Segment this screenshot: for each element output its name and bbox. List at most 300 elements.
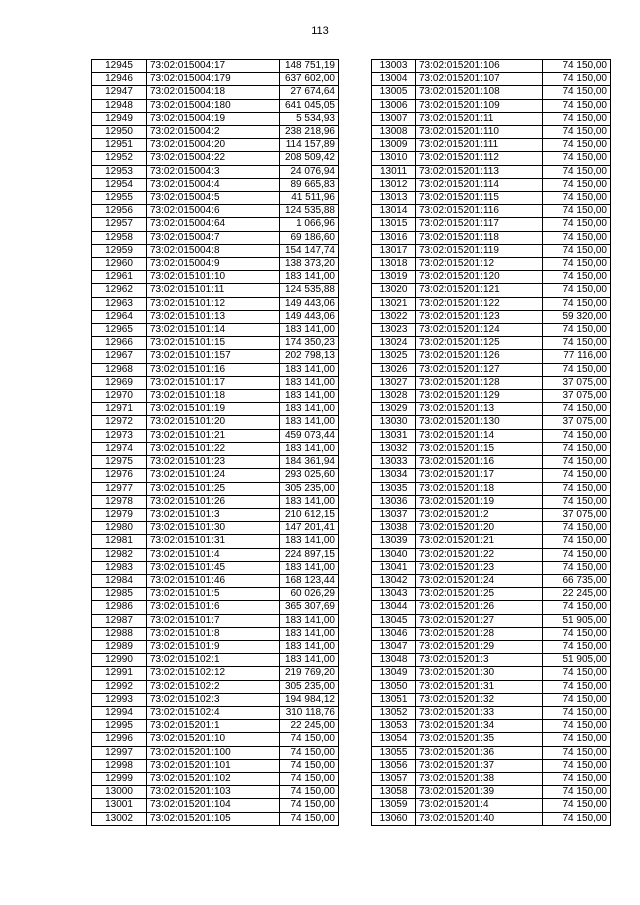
value-cell: 74 150,00 — [543, 786, 611, 799]
cadastral-number-cell: 73:02:015201:108 — [416, 86, 543, 99]
row-number-cell: 13059 — [372, 799, 416, 812]
row-number-cell: 13021 — [372, 297, 416, 310]
row-number-cell: 12955 — [92, 192, 147, 205]
table-row — [92, 376, 339, 389]
table-row — [92, 337, 339, 350]
cadastral-number-cell: 73:02:015102:3 — [147, 693, 280, 706]
value-cell: 147 201,41 — [280, 522, 339, 535]
row-number-cell: 12962 — [92, 284, 147, 297]
table-row — [372, 706, 611, 719]
cadastral-number-cell: 73:02:015201:29 — [416, 640, 543, 653]
cadastral-number-cell: 73:02:015201:105 — [147, 812, 280, 825]
cadastral-number-cell: 73:02:015101:24 — [147, 469, 280, 482]
cadastral-number-cell: 73:02:015201:118 — [416, 231, 543, 244]
table-row — [372, 416, 611, 429]
row-number-cell: 13023 — [372, 324, 416, 337]
table-row — [92, 495, 339, 508]
table-row — [372, 442, 611, 455]
row-number-cell: 13058 — [372, 786, 416, 799]
cadastral-table-right — [371, 59, 611, 826]
table-row — [92, 601, 339, 614]
cadastral-number-cell: 73:02:015101:8 — [147, 627, 280, 640]
table-row — [92, 165, 339, 178]
value-cell: 74 150,00 — [543, 337, 611, 350]
cadastral-number-cell: 73:02:015201:1 — [147, 720, 280, 733]
cadastral-number-cell: 73:02:015201:18 — [416, 482, 543, 495]
cadastral-number-cell: 73:02:015201:30 — [416, 667, 543, 680]
row-number-cell: 13029 — [372, 403, 416, 416]
row-number-cell: 13022 — [372, 310, 416, 323]
value-cell: 74 150,00 — [543, 693, 611, 706]
cadastral-number-cell: 73:02:015101:5 — [147, 588, 280, 601]
row-number-cell: 13045 — [372, 614, 416, 627]
row-number-cell: 12987 — [92, 614, 147, 627]
value-cell: 208 509,42 — [280, 152, 339, 165]
row-number-cell: 13057 — [372, 772, 416, 785]
cadastral-number-cell: 73:02:015101:10 — [147, 271, 280, 284]
row-number-cell: 12973 — [92, 429, 147, 442]
cadastral-number-cell: 73:02:015201:129 — [416, 390, 543, 403]
value-cell: 74 150,00 — [543, 231, 611, 244]
table-row — [92, 720, 339, 733]
row-number-cell: 12981 — [92, 535, 147, 548]
row-number-cell: 12998 — [92, 759, 147, 772]
cadastral-number-cell: 73:02:015201:120 — [416, 271, 543, 284]
value-cell: 293 025,60 — [280, 469, 339, 482]
table-row — [372, 601, 611, 614]
value-cell: 310 118,76 — [280, 706, 339, 719]
row-number-cell: 12964 — [92, 310, 147, 323]
cadastral-number-cell: 73:02:015101:25 — [147, 482, 280, 495]
table-row — [92, 627, 339, 640]
table-row — [372, 640, 611, 653]
table-row — [92, 86, 339, 99]
row-number-cell: 12960 — [92, 258, 147, 271]
cadastral-number-cell: 73:02:015004:22 — [147, 152, 280, 165]
value-cell: 74 150,00 — [543, 73, 611, 86]
row-number-cell: 12996 — [92, 733, 147, 746]
row-number-cell: 13032 — [372, 442, 416, 455]
table-row — [92, 416, 339, 429]
cadastral-number-cell: 73:02:015201:110 — [416, 126, 543, 139]
value-cell: 641 045,05 — [280, 99, 339, 112]
row-number-cell: 12997 — [92, 746, 147, 759]
table-row — [372, 218, 611, 231]
value-cell: 37 075,00 — [543, 390, 611, 403]
cadastral-number-cell: 73:02:015201:19 — [416, 495, 543, 508]
table-row — [372, 680, 611, 693]
table-row — [372, 139, 611, 152]
table-row — [92, 812, 339, 825]
value-cell: 74 150,00 — [543, 429, 611, 442]
row-number-cell: 12965 — [92, 324, 147, 337]
cadastral-number-cell: 73:02:015004:3 — [147, 165, 280, 178]
value-cell: 183 141,00 — [280, 442, 339, 455]
cadastral-number-cell: 73:02:015004:8 — [147, 244, 280, 257]
cadastral-number-cell: 73:02:015101:46 — [147, 574, 280, 587]
table-row — [372, 627, 611, 640]
cadastral-number-cell: 73:02:015101:7 — [147, 614, 280, 627]
row-number-cell: 12957 — [92, 218, 147, 231]
table-row — [372, 297, 611, 310]
cadastral-number-cell: 73:02:015004:6 — [147, 205, 280, 218]
row-number-cell: 12992 — [92, 680, 147, 693]
table-row — [372, 812, 611, 825]
row-number-cell: 13048 — [372, 654, 416, 667]
value-cell: 194 984,12 — [280, 693, 339, 706]
table-row — [92, 786, 339, 799]
value-cell: 74 150,00 — [543, 218, 611, 231]
table-row — [372, 548, 611, 561]
cadastral-number-cell: 73:02:015004:7 — [147, 231, 280, 244]
table-row — [372, 152, 611, 165]
value-cell: 74 150,00 — [543, 112, 611, 125]
table-row — [372, 337, 611, 350]
table-row — [92, 403, 339, 416]
cadastral-number-cell: 73:02:015201:116 — [416, 205, 543, 218]
cadastral-number-cell: 73:02:015004:64 — [147, 218, 280, 231]
value-cell: 365 307,69 — [280, 601, 339, 614]
table-row — [372, 733, 611, 746]
value-cell: 74 150,00 — [543, 205, 611, 218]
cadastral-number-cell: 73:02:015201:20 — [416, 522, 543, 535]
cadastral-number-cell: 73:02:015004:17 — [147, 60, 280, 73]
row-number-cell: 13053 — [372, 720, 416, 733]
value-cell: 183 141,00 — [280, 390, 339, 403]
table-row — [92, 152, 339, 165]
value-cell: 114 157,89 — [280, 139, 339, 152]
table-row — [92, 561, 339, 574]
table-row — [372, 561, 611, 574]
value-cell: 168 123,44 — [280, 574, 339, 587]
row-number-cell: 12951 — [92, 139, 147, 152]
row-number-cell: 13030 — [372, 416, 416, 429]
table-row — [92, 99, 339, 112]
row-number-cell: 12983 — [92, 561, 147, 574]
page-number: 113 — [311, 25, 329, 37]
value-cell: 41 511,96 — [280, 192, 339, 205]
row-number-cell: 13013 — [372, 192, 416, 205]
value-cell: 149 443,06 — [280, 297, 339, 310]
table-row — [372, 376, 611, 389]
row-number-cell: 12984 — [92, 574, 147, 587]
value-cell: 74 150,00 — [543, 139, 611, 152]
cadastral-number-cell: 73:02:015101:17 — [147, 376, 280, 389]
value-cell: 22 245,00 — [280, 720, 339, 733]
table-row — [92, 244, 339, 257]
row-number-cell: 13055 — [372, 746, 416, 759]
value-cell: 74 150,00 — [543, 363, 611, 376]
cadastral-number-cell: 73:02:015004:18 — [147, 86, 280, 99]
cadastral-number-cell: 73:02:015004:179 — [147, 73, 280, 86]
table-row — [92, 60, 339, 73]
cadastral-number-cell: 73:02:015102:4 — [147, 706, 280, 719]
row-number-cell: 13010 — [372, 152, 416, 165]
cadastral-number-cell: 73:02:015201:126 — [416, 350, 543, 363]
value-cell: 51 905,00 — [543, 614, 611, 627]
table-row — [372, 60, 611, 73]
cadastral-number-cell: 73:02:015201:119 — [416, 244, 543, 257]
table-row — [92, 218, 339, 231]
table-row — [372, 73, 611, 86]
row-number-cell: 13047 — [372, 640, 416, 653]
row-number-cell: 13004 — [372, 73, 416, 86]
table-row — [372, 495, 611, 508]
row-number-cell: 13008 — [372, 126, 416, 139]
cadastral-number-cell: 73:02:015101:157 — [147, 350, 280, 363]
value-cell: 37 075,00 — [543, 376, 611, 389]
table-row — [92, 456, 339, 469]
cadastral-number-cell: 73:02:015201:104 — [147, 799, 280, 812]
cadastral-number-cell: 73:02:015201:100 — [147, 746, 280, 759]
table-row — [372, 588, 611, 601]
row-number-cell: 12967 — [92, 350, 147, 363]
value-cell: 59 320,00 — [543, 310, 611, 323]
value-cell: 74 150,00 — [543, 561, 611, 574]
row-number-cell: 12961 — [92, 271, 147, 284]
cadastral-number-cell: 73:02:015101:3 — [147, 508, 280, 521]
table-row — [372, 786, 611, 799]
value-cell: 124 535,88 — [280, 284, 339, 297]
value-cell: 74 150,00 — [543, 284, 611, 297]
value-cell: 184 361,94 — [280, 456, 339, 469]
cadastral-number-cell: 73:02:015101:9 — [147, 640, 280, 653]
cadastral-number-cell: 73:02:015004:5 — [147, 192, 280, 205]
row-number-cell: 12995 — [92, 720, 147, 733]
row-number-cell: 12999 — [92, 772, 147, 785]
value-cell: 77 116,00 — [543, 350, 611, 363]
row-number-cell: 12994 — [92, 706, 147, 719]
row-number-cell: 13043 — [372, 588, 416, 601]
cadastral-number-cell: 73:02:015101:12 — [147, 297, 280, 310]
table-row — [372, 86, 611, 99]
row-number-cell: 12966 — [92, 337, 147, 350]
value-cell: 74 150,00 — [543, 86, 611, 99]
table-row — [92, 746, 339, 759]
value-cell: 74 150,00 — [543, 535, 611, 548]
row-number-cell: 13040 — [372, 548, 416, 561]
cadastral-number-cell: 73:02:015201:130 — [416, 416, 543, 429]
value-cell: 74 150,00 — [280, 812, 339, 825]
row-number-cell: 12988 — [92, 627, 147, 640]
value-cell: 183 141,00 — [280, 376, 339, 389]
table-row — [92, 759, 339, 772]
row-number-cell: 13033 — [372, 456, 416, 469]
row-number-cell: 12993 — [92, 693, 147, 706]
row-number-cell: 13007 — [372, 112, 416, 125]
cadastral-number-cell: 73:02:015102:1 — [147, 654, 280, 667]
value-cell: 74 150,00 — [543, 178, 611, 191]
table-row — [372, 522, 611, 535]
value-cell: 74 150,00 — [543, 297, 611, 310]
value-cell: 74 150,00 — [543, 759, 611, 772]
value-cell: 183 141,00 — [280, 363, 339, 376]
cadastral-number-cell: 73:02:015201:106 — [416, 60, 543, 73]
row-number-cell: 12954 — [92, 178, 147, 191]
table-row — [92, 73, 339, 86]
cadastral-number-cell: 73:02:015201:39 — [416, 786, 543, 799]
row-number-cell: 13060 — [372, 812, 416, 825]
value-cell: 183 141,00 — [280, 614, 339, 627]
cadastral-number-cell: 73:02:015101:11 — [147, 284, 280, 297]
row-number-cell: 12950 — [92, 126, 147, 139]
cadastral-number-cell: 73:02:015201:26 — [416, 601, 543, 614]
row-number-cell: 13027 — [372, 376, 416, 389]
table-row — [92, 588, 339, 601]
row-number-cell: 12979 — [92, 508, 147, 521]
cadastral-number-cell: 73:02:015101:14 — [147, 324, 280, 337]
table-row — [372, 429, 611, 442]
cadastral-number-cell: 73:02:015101:22 — [147, 442, 280, 455]
cadastral-number-cell: 73:02:015201:115 — [416, 192, 543, 205]
cadastral-number-cell: 73:02:015101:6 — [147, 601, 280, 614]
cadastral-number-cell: 73:02:015201:112 — [416, 152, 543, 165]
table-row — [92, 350, 339, 363]
table-row — [372, 99, 611, 112]
cadastral-number-cell: 73:02:015201:38 — [416, 772, 543, 785]
value-cell: 24 076,94 — [280, 165, 339, 178]
cadastral-number-cell: 73:02:015101:45 — [147, 561, 280, 574]
row-number-cell: 12982 — [92, 548, 147, 561]
table-row — [372, 614, 611, 627]
value-cell: 124 535,88 — [280, 205, 339, 218]
cadastral-number-cell: 73:02:015201:111 — [416, 139, 543, 152]
value-cell: 183 141,00 — [280, 324, 339, 337]
table-row — [92, 231, 339, 244]
value-cell: 174 350,23 — [280, 337, 339, 350]
table-row — [92, 442, 339, 455]
cadastral-number-cell: 73:02:015201:37 — [416, 759, 543, 772]
row-number-cell: 12953 — [92, 165, 147, 178]
table-row — [372, 746, 611, 759]
value-cell: 74 150,00 — [543, 667, 611, 680]
row-number-cell: 13039 — [372, 535, 416, 548]
table-row — [372, 178, 611, 191]
cadastral-number-cell: 73:02:015101:15 — [147, 337, 280, 350]
table-row — [92, 310, 339, 323]
value-cell: 74 150,00 — [280, 746, 339, 759]
table-row — [372, 205, 611, 218]
row-number-cell: 13035 — [372, 482, 416, 495]
cadastral-number-cell: 73:02:015101:19 — [147, 403, 280, 416]
row-number-cell: 12990 — [92, 654, 147, 667]
table-row — [372, 456, 611, 469]
cadastral-number-cell: 73:02:015201:35 — [416, 733, 543, 746]
table-row — [372, 324, 611, 337]
value-cell: 149 443,06 — [280, 310, 339, 323]
row-number-cell: 13015 — [372, 218, 416, 231]
value-cell: 74 150,00 — [543, 271, 611, 284]
cadastral-number-cell: 73:02:015201:16 — [416, 456, 543, 469]
row-number-cell: 12972 — [92, 416, 147, 429]
value-cell: 74 150,00 — [280, 759, 339, 772]
value-cell: 219 769,20 — [280, 667, 339, 680]
row-number-cell: 12956 — [92, 205, 147, 218]
value-cell: 74 150,00 — [280, 799, 339, 812]
row-number-cell: 13006 — [372, 99, 416, 112]
table-row — [92, 654, 339, 667]
cadastral-number-cell: 73:02:015101:26 — [147, 495, 280, 508]
table-row — [92, 178, 339, 191]
table-row — [372, 508, 611, 521]
row-number-cell: 12959 — [92, 244, 147, 257]
cadastral-number-cell: 73:02:015101:13 — [147, 310, 280, 323]
cadastral-number-cell: 73:02:015201:124 — [416, 324, 543, 337]
value-cell: 74 150,00 — [543, 324, 611, 337]
table-row — [92, 667, 339, 680]
cadastral-number-cell: 73:02:015201:13 — [416, 403, 543, 416]
table-row — [92, 535, 339, 548]
cadastral-number-cell: 73:02:015201:27 — [416, 614, 543, 627]
value-cell: 51 905,00 — [543, 654, 611, 667]
cadastral-number-cell: 73:02:015201:127 — [416, 363, 543, 376]
value-cell: 74 150,00 — [543, 640, 611, 653]
row-number-cell: 12986 — [92, 601, 147, 614]
cadastral-number-cell: 73:02:015201:109 — [416, 99, 543, 112]
cadastral-number-cell: 73:02:015102:2 — [147, 680, 280, 693]
value-cell: 148 751,19 — [280, 60, 339, 73]
row-number-cell: 12948 — [92, 99, 147, 112]
table-row — [372, 271, 611, 284]
value-cell: 210 612,15 — [280, 508, 339, 521]
value-cell: 89 665,83 — [280, 178, 339, 191]
cadastral-number-cell: 73:02:015201:17 — [416, 469, 543, 482]
cadastral-number-cell: 73:02:015201:12 — [416, 258, 543, 271]
cadastral-number-cell: 73:02:015201:2 — [416, 508, 543, 521]
row-number-cell: 13016 — [372, 231, 416, 244]
value-cell: 183 141,00 — [280, 627, 339, 640]
row-number-cell: 13009 — [372, 139, 416, 152]
table-row — [92, 469, 339, 482]
row-number-cell: 13024 — [372, 337, 416, 350]
cadastral-number-cell: 73:02:015201:102 — [147, 772, 280, 785]
value-cell: 74 150,00 — [543, 456, 611, 469]
table-row — [92, 733, 339, 746]
row-number-cell: 13017 — [372, 244, 416, 257]
row-number-cell: 12947 — [92, 86, 147, 99]
table-row — [92, 297, 339, 310]
value-cell: 74 150,00 — [543, 99, 611, 112]
value-cell: 74 150,00 — [543, 706, 611, 719]
row-number-cell: 12980 — [92, 522, 147, 535]
value-cell: 74 150,00 — [543, 772, 611, 785]
row-number-cell: 13005 — [372, 86, 416, 99]
cadastral-table-left — [91, 59, 339, 826]
table-row — [372, 165, 611, 178]
cadastral-number-cell: 73:02:015102:12 — [147, 667, 280, 680]
cadastral-number-cell: 73:02:015201:10 — [147, 733, 280, 746]
cadastral-number-cell: 73:02:015004:9 — [147, 258, 280, 271]
row-number-cell: 12978 — [92, 495, 147, 508]
cadastral-number-cell: 73:02:015201:22 — [416, 548, 543, 561]
cadastral-number-cell: 73:02:015201:15 — [416, 442, 543, 455]
value-cell: 183 141,00 — [280, 654, 339, 667]
value-cell: 183 141,00 — [280, 271, 339, 284]
row-number-cell: 13034 — [372, 469, 416, 482]
value-cell: 37 075,00 — [543, 416, 611, 429]
table-row — [92, 429, 339, 442]
value-cell: 74 150,00 — [543, 733, 611, 746]
row-number-cell: 12974 — [92, 442, 147, 455]
table-row — [372, 126, 611, 139]
row-number-cell: 13031 — [372, 429, 416, 442]
cadastral-number-cell: 73:02:015201:4 — [416, 799, 543, 812]
table-row — [92, 271, 339, 284]
cadastral-number-cell: 73:02:015101:4 — [147, 548, 280, 561]
value-cell: 74 150,00 — [543, 244, 611, 257]
row-number-cell: 13026 — [372, 363, 416, 376]
table-row — [372, 231, 611, 244]
